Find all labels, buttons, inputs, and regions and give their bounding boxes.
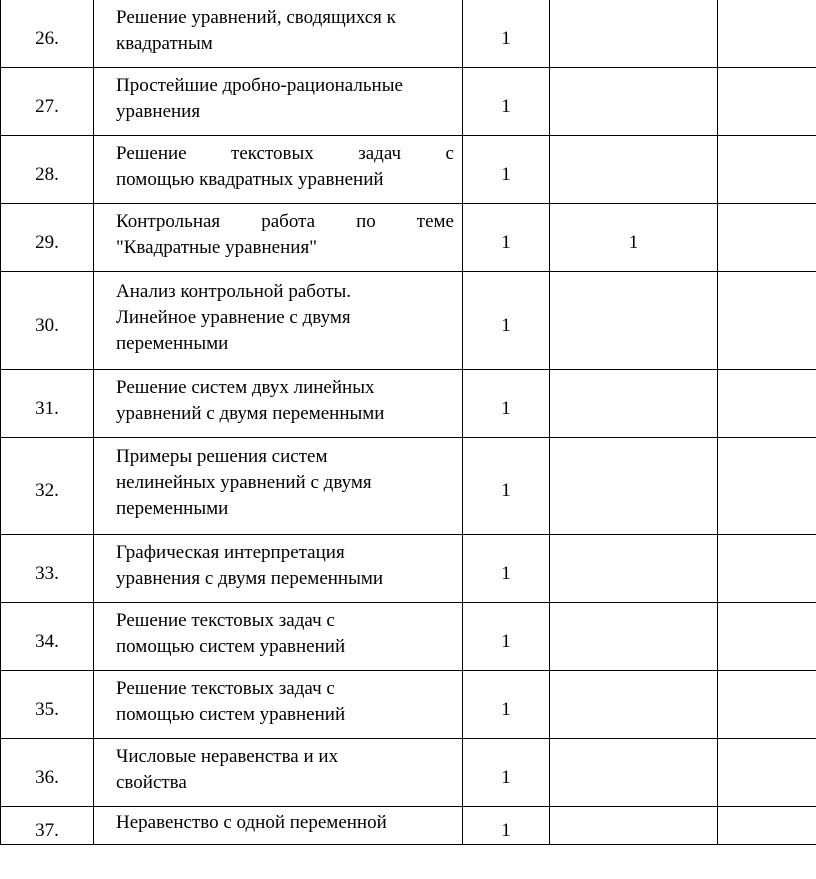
lesson-number: 35. [1, 671, 94, 739]
topic-line: квадратным [116, 32, 213, 54]
lesson-number: 27. [1, 68, 94, 136]
hours-count: 1 [463, 535, 550, 603]
lesson-topic [94, 603, 463, 671]
test-count: 1 [550, 204, 718, 272]
table-row [1, 136, 816, 204]
table-row [1, 272, 816, 370]
lesson-topic [94, 0, 463, 68]
extra-cell [718, 204, 816, 272]
test-count [550, 272, 718, 370]
table-row [1, 370, 816, 438]
table-row [1, 204, 816, 272]
lesson-number: 28. [1, 136, 94, 204]
topic-line: уравнения [116, 100, 201, 122]
topic-line: Числовые неравенства и их [116, 745, 339, 767]
topic-line: переменными [116, 498, 229, 519]
topic-line: Неравенство с одной переменной [116, 811, 387, 833]
lesson-number: 34. [1, 603, 94, 671]
extra-cell [718, 603, 816, 671]
hours-count: 1 [463, 603, 550, 671]
lesson-number: 33. [1, 535, 94, 603]
lesson-topic [94, 68, 463, 136]
extra-cell [718, 68, 816, 136]
topic-line: "Квадратные уравнения" [116, 236, 317, 258]
test-count [550, 671, 718, 739]
test-count [550, 136, 718, 204]
table-row [1, 535, 816, 603]
hours-count: 1 [463, 68, 550, 136]
topic-line: Линейное уравнение с двумя [116, 306, 351, 328]
extra-cell [718, 136, 816, 204]
extra-cell [718, 0, 816, 68]
extra-cell [718, 535, 816, 603]
table-row [1, 739, 816, 807]
topic-line: нелинейных уравнений с двумя [116, 472, 372, 493]
lesson-number: 36. [1, 739, 94, 807]
test-count [550, 603, 718, 671]
topic-line: Решение текстовых задач с [116, 142, 454, 164]
hours-count: 1 [463, 0, 550, 68]
lesson-topic [94, 438, 463, 535]
hours-count: 1 [463, 204, 550, 272]
lesson-topic [94, 136, 463, 204]
lesson-topic [94, 807, 463, 845]
topic-line: Контрольная работа по теме [116, 210, 454, 232]
table-row [1, 0, 816, 68]
hours-count: 1 [463, 272, 550, 370]
lesson-topic [94, 535, 463, 603]
topic-line: помощью систем уравнений [116, 703, 346, 725]
topic-line: Решение текстовых задач с [116, 677, 335, 699]
lesson-number: 30. [1, 272, 94, 370]
table-row [1, 438, 816, 535]
lesson-number: 31. [1, 370, 94, 438]
lesson-topic [94, 272, 463, 370]
test-count [550, 535, 718, 603]
test-count [550, 0, 718, 68]
lesson-topic [94, 739, 463, 807]
test-count [550, 438, 718, 535]
topic-line: Графическая интерпретация [116, 541, 345, 563]
hours-count: 1 [463, 438, 550, 535]
lesson-topic [94, 204, 463, 272]
topic-line: помощью квадратных уравнений [116, 168, 384, 190]
extra-cell [718, 438, 816, 535]
topic-line: Анализ контрольной работы. [116, 280, 352, 302]
test-count [550, 68, 718, 136]
table-body [1, 0, 816, 845]
lesson-number: 26. [1, 0, 94, 68]
topic-line: Решение текстовых задач с [116, 609, 335, 631]
extra-cell [718, 370, 816, 438]
hours-count: 1 [463, 739, 550, 807]
topic-line: свойства [116, 771, 187, 793]
test-count [550, 739, 718, 807]
lesson-number: 32. [1, 438, 94, 535]
lesson-topic [94, 671, 463, 739]
table-row [1, 68, 816, 136]
topic-line: помощью систем уравнений [116, 635, 346, 657]
test-count [550, 807, 718, 845]
topic-line: уравнений с двумя переменными [116, 402, 385, 424]
extra-cell [718, 272, 816, 370]
topic-line: Решение систем двух линейных [116, 376, 375, 398]
topic-line: Примеры решения систем [116, 446, 328, 467]
lesson-number: 29. [1, 204, 94, 272]
hours-count: 1 [463, 370, 550, 438]
hours-count: 1 [463, 807, 550, 845]
table-row [1, 671, 816, 739]
extra-cell [718, 807, 816, 845]
lesson-number: 37. [1, 807, 94, 845]
hours-count: 1 [463, 671, 550, 739]
topic-line: Решение уравнений, сводящихся к [116, 6, 396, 28]
table-row [1, 807, 816, 845]
topic-line: Простейшие дробно-рациональные [116, 74, 403, 96]
extra-cell [718, 671, 816, 739]
topic-line: переменными [116, 332, 229, 354]
lesson-topic [94, 370, 463, 438]
hours-count: 1 [463, 136, 550, 204]
test-count [550, 370, 718, 438]
topic-line: уравнения с двумя переменными [116, 567, 384, 589]
table-row [1, 603, 816, 671]
extra-cell [718, 739, 816, 807]
